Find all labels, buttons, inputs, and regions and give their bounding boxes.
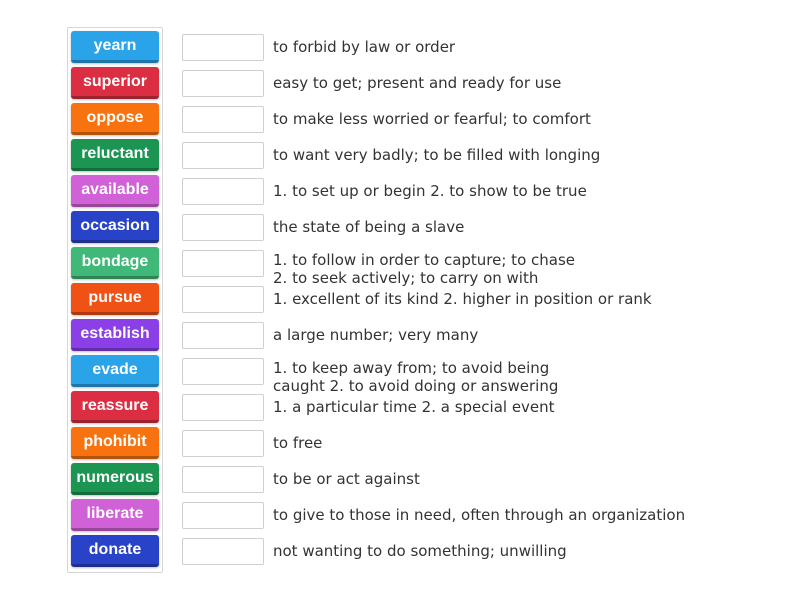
definition-text (273, 290, 652, 308)
answer-drop-slot[interactable] (182, 394, 264, 421)
answer-drop-slot[interactable] (182, 430, 264, 457)
definition-line: caught 2. to avoid doing or answering (273, 377, 559, 395)
word-tile-yearn[interactable]: yearn (71, 31, 159, 63)
definition-line: 1. to keep away from; to avoid being (273, 359, 550, 377)
answer-drop-slot[interactable] (182, 322, 264, 349)
word-tile-establish[interactable]: establish (71, 319, 159, 351)
definition-line: 1. excellent of its kind 2. higher in position or rank (273, 290, 652, 308)
word-tile-superior[interactable]: superior (71, 67, 159, 99)
definition-text (273, 146, 600, 164)
definition-text (273, 110, 591, 128)
definition-line: 1. to follow in order to capture; to chase (273, 251, 575, 269)
word-tile-oppose[interactable]: oppose (71, 103, 159, 135)
definition-line: to be or act against (273, 470, 420, 488)
definition-line: to forbid by law or order (273, 38, 456, 56)
word-tile-available[interactable]: available (71, 175, 159, 207)
definition-text (273, 506, 685, 524)
definition-line: to make less worried or fearful; to comfort (273, 110, 591, 128)
word-tile-reluctant[interactable]: reluctant (71, 139, 159, 171)
word-tile-occasion[interactable]: occasion (71, 211, 159, 243)
definition-line: easy to get; present and ready for use (273, 74, 562, 92)
word-tile-numerous[interactable]: numerous (71, 463, 159, 495)
answer-drop-slot[interactable] (182, 34, 264, 61)
definition-line: 2. to seek actively; to carry on with (273, 269, 539, 287)
answer-drop-slot[interactable] (182, 358, 264, 385)
definition-text (273, 359, 558, 395)
definition-text (273, 74, 561, 92)
definition-line: to give to those in need, often through an organization (273, 506, 686, 524)
answer-drop-slot[interactable] (182, 214, 264, 241)
definition-text (273, 38, 455, 56)
definition-text (273, 182, 587, 200)
word-tile-reassure[interactable]: reassure (71, 391, 159, 423)
definition-line: not wanting to do something; unwilling (273, 542, 567, 560)
word-tile-liberate[interactable]: liberate (71, 499, 159, 531)
word-tile-bondage[interactable]: bondage (71, 247, 159, 279)
definition-line: 1. to set up or begin 2. to show to be true (273, 182, 587, 200)
answer-drop-slot[interactable] (182, 70, 264, 97)
answer-drop-slot[interactable] (182, 466, 264, 493)
definition-text (273, 434, 322, 452)
answer-drop-slot[interactable] (182, 538, 264, 565)
definition-line: the state of being a slave (273, 218, 465, 236)
answer-drop-slot[interactable] (182, 250, 264, 277)
word-tile-donate[interactable]: donate (71, 535, 159, 567)
word-tile-pursue[interactable]: pursue (71, 283, 159, 315)
answer-drop-slot[interactable] (182, 502, 264, 529)
answer-drop-slot[interactable] (182, 178, 264, 205)
definition-line: 1. a particular time 2. a special event (273, 398, 555, 416)
definition-line: a large number; very many (273, 326, 479, 344)
definition-line: to free (273, 434, 323, 452)
definition-line: to want very badly; to be filled with longing (273, 146, 601, 164)
answer-drop-slot[interactable] (182, 142, 264, 169)
answer-drop-slot[interactable] (182, 286, 264, 313)
word-tile-evade[interactable]: evade (71, 355, 159, 387)
word-tile-phohibit[interactable]: phohibit (71, 427, 159, 459)
definition-text (273, 326, 478, 344)
definition-text (273, 218, 464, 236)
definition-text (273, 398, 555, 416)
answer-drop-slot[interactable] (182, 106, 264, 133)
definition-text (273, 470, 420, 488)
definition-text (273, 542, 567, 560)
definition-text (273, 251, 575, 287)
